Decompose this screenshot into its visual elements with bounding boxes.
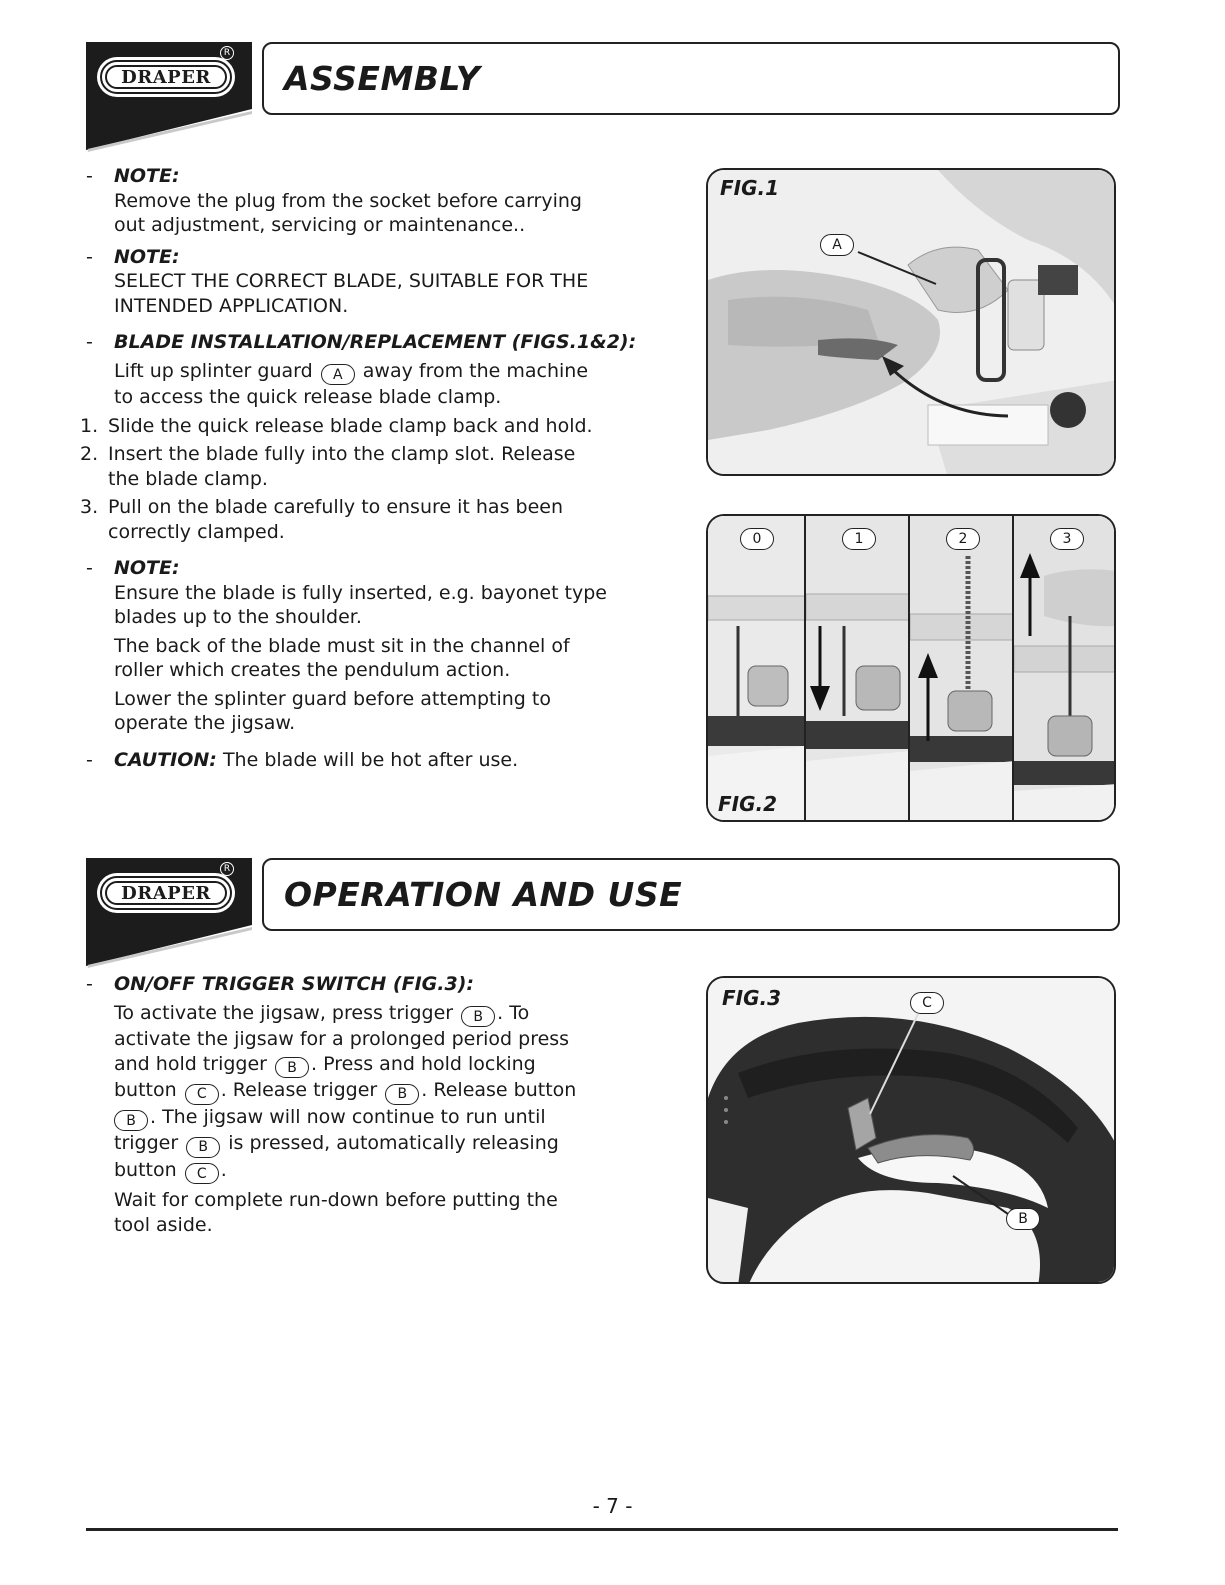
- registered-mark: R: [220, 862, 234, 876]
- note-label: NOTE:: [114, 165, 180, 187]
- text-line: INTENDED APPLICATION.: [114, 294, 349, 317]
- step-number: 3.: [80, 496, 99, 518]
- text-line: Remove the plug from the socket before carrying: [114, 189, 582, 212]
- text-line: tool aside.: [114, 1213, 213, 1236]
- text-line: Lower the splinter guard before attempting to: [114, 687, 551, 710]
- footer-divider: [86, 1528, 1118, 1531]
- bullet-dash: -: [86, 748, 93, 771]
- text-line: SELECT THE CORRECT BLADE, SUITABLE FOR THE: [114, 270, 589, 292]
- section-title: ASSEMBLY: [284, 59, 481, 98]
- callout-b-icon: B: [1006, 1208, 1040, 1230]
- note-item: [86, 556, 686, 736]
- step-3-icon: 3: [1050, 528, 1084, 550]
- bullet-dash: -: [86, 245, 93, 268]
- fig3-illustration: [708, 978, 1116, 1284]
- callout-a-icon: A: [321, 364, 355, 385]
- callout-c-icon: C: [910, 992, 944, 1014]
- text-line: the blade clamp.: [108, 467, 268, 490]
- text-line: button C . Release trigger B . Release button: [114, 1078, 686, 1105]
- bullet-dash: -: [86, 973, 93, 995]
- figure-2: [706, 514, 1116, 822]
- numbered-step: [80, 442, 680, 491]
- note-label: NOTE:: [114, 245, 180, 268]
- step-number: 1.: [80, 414, 99, 437]
- text-line: blades up to the shoulder.: [114, 606, 362, 628]
- callout-c-icon: C: [185, 1163, 219, 1184]
- callout-b-icon: B: [385, 1084, 419, 1105]
- bullet-dash: -: [86, 165, 93, 187]
- text-line: to access the quick release blade clamp.: [114, 386, 502, 408]
- page-number: - 7 -: [592, 1494, 633, 1518]
- draper-logo: [100, 876, 232, 910]
- fig2-panel-2: [910, 516, 1014, 820]
- text-line: operate the jigsaw.: [114, 712, 296, 734]
- caution-item: [86, 748, 686, 773]
- text-line: roller which creates the pendulum action.: [114, 659, 511, 681]
- draper-logo-tab: [86, 42, 252, 150]
- blade-installation-item: [86, 330, 686, 410]
- text-line: Wait for complete run-down before putting the: [114, 1189, 558, 1211]
- callout-b-icon: B: [461, 1006, 495, 1027]
- text-line: Lift up splinter guard A away from the machine: [114, 359, 686, 386]
- numbered-step: [80, 495, 680, 544]
- text-line: out adjustment, servicing or maintenance..: [114, 214, 526, 236]
- text-line: and hold trigger B . Press and hold locking: [114, 1052, 686, 1079]
- fig2-panel-3: [1014, 516, 1116, 820]
- fig2-panel-0: [708, 516, 806, 820]
- step-1-icon: 1: [842, 528, 876, 550]
- text-line: Pull on the blade carefully to ensure it has been: [108, 496, 563, 518]
- text-line: B . The jigsaw will now continue to run until: [114, 1105, 686, 1132]
- caution-label: CAUTION:: [114, 748, 217, 771]
- callout-b-icon: B: [275, 1057, 309, 1078]
- fig2-panel-1: [806, 516, 910, 820]
- draper-logo: [100, 60, 232, 94]
- text-line: Insert the blade fully into the clamp slot. Release: [108, 443, 576, 465]
- registered-mark: R: [220, 46, 234, 60]
- bullet-dash: -: [86, 331, 93, 353]
- blade-installation-label: BLADE INSTALLATION/REPLACEMENT (FIGS.1&2):: [114, 331, 637, 353]
- figure-3-label: FIG.3: [722, 986, 782, 1010]
- step-0-icon: 0: [740, 528, 774, 550]
- section-title: OPERATION AND USE: [284, 875, 683, 914]
- assembly-text: [80, 164, 686, 772]
- text-line: To activate the jigsaw, press trigger B . To: [114, 1001, 686, 1028]
- numbered-step: [80, 414, 680, 439]
- text-line: correctly clamped.: [108, 520, 285, 543]
- section-title-box: [262, 42, 1120, 115]
- callout-a-icon: A: [820, 234, 854, 256]
- text-line: Ensure the blade is fully inserted, e.g. bayonet type: [114, 581, 607, 604]
- figure-3: [706, 976, 1116, 1284]
- text-line: Slide the quick release blade clamp back and hold.: [108, 414, 593, 437]
- text-line: activate the jigsaw for a prolonged period press: [114, 1028, 570, 1050]
- fig1-illustration: [708, 170, 1116, 476]
- figure-1: [706, 168, 1116, 476]
- note-label: NOTE:: [114, 557, 180, 579]
- section-title-box: [262, 858, 1120, 931]
- logo-text: DRAPER: [121, 882, 211, 904]
- bullet-dash: -: [86, 557, 93, 579]
- callout-b-icon: B: [114, 1110, 148, 1131]
- text-line: CAUTION: The blade will be hot after use.: [114, 748, 519, 771]
- callout-c-icon: C: [185, 1084, 219, 1105]
- text-line: button C .: [114, 1158, 686, 1185]
- operation-text: [86, 972, 686, 1237]
- figure-2-label: FIG.2: [718, 792, 778, 816]
- trigger-switch-item: [86, 972, 686, 1237]
- step-number: 2.: [80, 443, 99, 465]
- step-2-icon: 2: [946, 528, 980, 550]
- figure-1-label: FIG.1: [720, 176, 780, 200]
- draper-logo-tab: [86, 858, 252, 966]
- logo-text: DRAPER: [121, 66, 211, 88]
- note-item: [86, 245, 686, 319]
- trigger-switch-label: ON/OFF TRIGGER SWITCH (FIG.3):: [114, 973, 474, 995]
- callout-b-icon: B: [186, 1137, 220, 1158]
- text-line: trigger B is pressed, automatically releasing: [114, 1131, 686, 1158]
- text-line: The back of the blade must sit in the channel of: [114, 634, 570, 657]
- note-item: [86, 164, 686, 238]
